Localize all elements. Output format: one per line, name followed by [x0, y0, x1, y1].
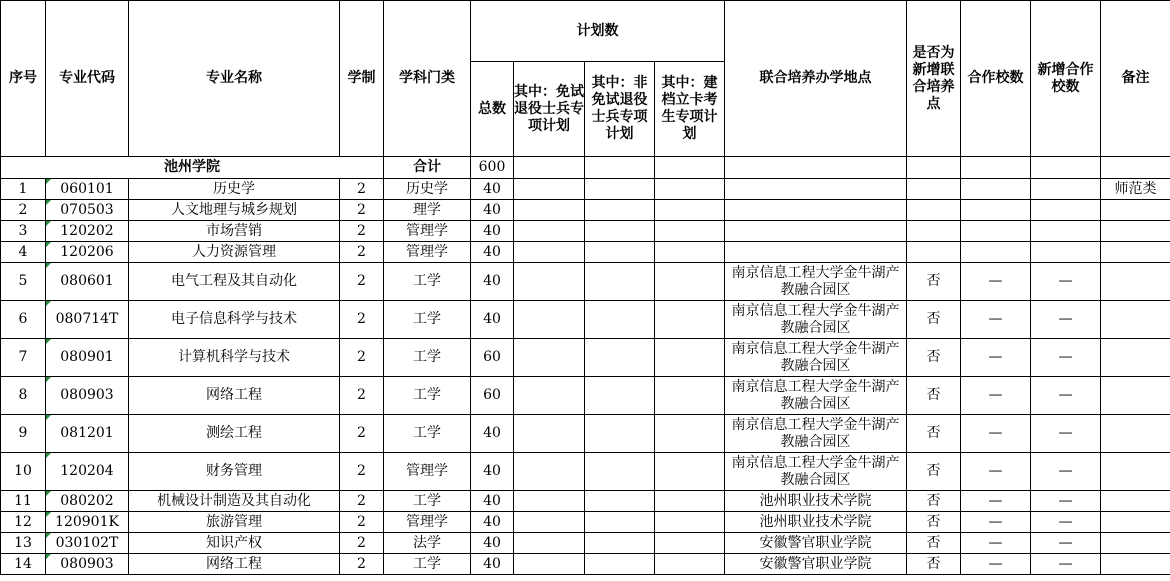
cell-duration: 2	[340, 221, 384, 242]
cell-partners	[961, 242, 1031, 263]
cell-remark	[1101, 221, 1170, 242]
cell-total: 40	[471, 179, 514, 200]
cell-remark	[1101, 301, 1170, 339]
cell-remark	[1101, 512, 1170, 533]
cell-new-partners: —	[1031, 377, 1101, 415]
cell-code: 080903	[46, 554, 129, 575]
cell-code: 080903	[46, 377, 129, 415]
cell-seq: 1	[1, 179, 46, 200]
cell-discipline: 法学	[384, 533, 471, 554]
cell-duration: 2	[340, 453, 384, 491]
header-nonexempt: 其中：非免试退役士兵专项计划	[585, 62, 655, 157]
cell-duration: 2	[340, 179, 384, 200]
cell-remark	[1101, 339, 1170, 377]
cell-code: 120901K	[46, 512, 129, 533]
cell-duration: 2	[340, 301, 384, 339]
cell-remark: 师范类	[1101, 179, 1170, 200]
cell-seq: 9	[1, 415, 46, 453]
cell-name: 旅游管理	[129, 512, 340, 533]
table-row	[1, 179, 1170, 200]
cell-new-partners: —	[1031, 512, 1101, 533]
cell-location	[725, 242, 907, 263]
cell-remark	[1101, 453, 1170, 491]
header-name: 专业名称	[129, 1, 340, 157]
cell-duration: 2	[340, 491, 384, 512]
header-duration: 学制	[340, 1, 384, 157]
cell-partners: —	[961, 533, 1031, 554]
cell-total: 40	[471, 491, 514, 512]
cell-new-joint	[907, 179, 961, 200]
cell-partners: —	[961, 491, 1031, 512]
cell-duration: 2	[340, 415, 384, 453]
cell-code: 030102T	[46, 533, 129, 554]
cell-partners: —	[961, 301, 1031, 339]
cell-new-joint: 否	[907, 415, 961, 453]
cell-new-joint	[907, 242, 961, 263]
cell-discipline: 管理学	[384, 512, 471, 533]
cell-discipline: 管理学	[384, 221, 471, 242]
cell-discipline: 历史学	[384, 179, 471, 200]
cell-new-joint: 否	[907, 377, 961, 415]
cell-new-joint: 否	[907, 339, 961, 377]
cell-seq: 8	[1, 377, 46, 415]
cell-total: 40	[471, 263, 514, 301]
table-row	[1, 263, 1170, 301]
total-label: 合计	[384, 157, 471, 179]
cell-duration: 2	[340, 242, 384, 263]
cell-discipline: 工学	[384, 377, 471, 415]
cell-new-joint: 否	[907, 301, 961, 339]
cell-partners: —	[961, 512, 1031, 533]
cell-code: 120202	[46, 221, 129, 242]
cell-total: 40	[471, 453, 514, 491]
cell-remark	[1101, 200, 1170, 221]
cell-location: 南京信息工程大学金牛湖产教融合园区	[725, 301, 907, 339]
cell-location: 南京信息工程大学金牛湖产教融合园区	[725, 453, 907, 491]
cell-remark	[1101, 263, 1170, 301]
cell-total: 40	[471, 415, 514, 453]
cell-new-partners: —	[1031, 491, 1101, 512]
cell-partners: —	[961, 377, 1031, 415]
cell-partners: —	[961, 339, 1031, 377]
cell-name: 机械设计制造及其自动化	[129, 491, 340, 512]
cell-new-joint: 否	[907, 453, 961, 491]
cell-discipline: 工学	[384, 263, 471, 301]
cell-location: 南京信息工程大学金牛湖产教融合园区	[725, 339, 907, 377]
header-partners: 合作校数	[961, 1, 1031, 157]
cell-total: 40	[471, 221, 514, 242]
cell-remark	[1101, 242, 1170, 263]
cell-total: 40	[471, 512, 514, 533]
cell-new-partners	[1031, 179, 1101, 200]
cell-seq: 14	[1, 554, 46, 575]
cell-remark	[1101, 554, 1170, 575]
cell-code: 080202	[46, 491, 129, 512]
table-row	[1, 200, 1170, 221]
header-location: 联合培养办学地点	[725, 1, 907, 157]
header-new-joint: 是否为新增联合培养点	[907, 1, 961, 157]
table-row	[1, 242, 1170, 263]
cell-remark	[1101, 491, 1170, 512]
cell-code: 081201	[46, 415, 129, 453]
cell-location: 南京信息工程大学金牛湖产教融合园区	[725, 415, 907, 453]
cell-new-joint: 否	[907, 512, 961, 533]
cell-remark	[1101, 533, 1170, 554]
cell-name: 测绘工程	[129, 415, 340, 453]
cell-new-joint: 否	[907, 533, 961, 554]
cell-duration: 2	[340, 200, 384, 221]
cell-seq: 4	[1, 242, 46, 263]
header-code: 专业代码	[46, 1, 129, 157]
cell-discipline: 工学	[384, 554, 471, 575]
cell-discipline: 管理学	[384, 242, 471, 263]
cell-partners: —	[961, 453, 1031, 491]
cell-total: 40	[471, 242, 514, 263]
cell-name: 网络工程	[129, 554, 340, 575]
header-seq: 序号	[1, 1, 46, 157]
table-row	[1, 221, 1170, 242]
cell-discipline: 管理学	[384, 453, 471, 491]
cell-name: 网络工程	[129, 377, 340, 415]
cell-code: 080714T	[46, 301, 129, 339]
cell-seq: 5	[1, 263, 46, 301]
cell-new-joint	[907, 200, 961, 221]
cell-discipline: 工学	[384, 339, 471, 377]
cell-location: 池州职业技术学院	[725, 512, 907, 533]
cell-name: 人文地理与城乡规划	[129, 200, 340, 221]
cell-total: 40	[471, 301, 514, 339]
cell-partners	[961, 221, 1031, 242]
header-new-partners: 新增合作校数	[1031, 1, 1101, 157]
cell-name: 市场营销	[129, 221, 340, 242]
cell-seq: 2	[1, 200, 46, 221]
cell-remark	[1101, 377, 1170, 415]
cell-code: 060101	[46, 179, 129, 200]
cell-partners: —	[961, 263, 1031, 301]
cell-location	[725, 179, 907, 200]
header-archived: 其中：建档立卡考生专项计划	[655, 62, 725, 157]
cell-total: 40	[471, 533, 514, 554]
cell-total: 60	[471, 377, 514, 415]
header-discipline: 学科门类	[384, 1, 471, 157]
cell-new-partners: —	[1031, 263, 1101, 301]
cell-location: 南京信息工程大学金牛湖产教融合园区	[725, 263, 907, 301]
cell-location	[725, 200, 907, 221]
cell-location: 安徽警官职业学院	[725, 533, 907, 554]
cell-discipline: 工学	[384, 415, 471, 453]
cell-name: 人力资源管理	[129, 242, 340, 263]
summary-row	[1, 157, 1170, 179]
cell-total: 40	[471, 554, 514, 575]
total-value: 600	[471, 157, 514, 179]
cell-remark	[1101, 415, 1170, 453]
cell-duration: 2	[340, 377, 384, 415]
table-row	[1, 491, 1170, 512]
table-row	[1, 554, 1170, 575]
header-plan: 计划数	[471, 1, 725, 62]
cell-new-joint: 否	[907, 491, 961, 512]
cell-duration: 2	[340, 554, 384, 575]
cell-location	[725, 221, 907, 242]
cell-location: 南京信息工程大学金牛湖产教融合园区	[725, 377, 907, 415]
cell-total: 60	[471, 339, 514, 377]
table-row	[1, 301, 1170, 339]
table-row	[1, 339, 1170, 377]
cell-seq: 12	[1, 512, 46, 533]
cell-discipline: 工学	[384, 301, 471, 339]
cell-new-partners: —	[1031, 339, 1101, 377]
cell-new-partners: —	[1031, 453, 1101, 491]
cell-discipline: 理学	[384, 200, 471, 221]
cell-seq: 7	[1, 339, 46, 377]
cell-code: 080901	[46, 339, 129, 377]
cell-location: 安徽警官职业学院	[725, 554, 907, 575]
cell-duration: 2	[340, 339, 384, 377]
cell-name: 计算机科学与技术	[129, 339, 340, 377]
cell-new-partners	[1031, 242, 1101, 263]
table-row	[1, 512, 1170, 533]
cell-partners	[961, 200, 1031, 221]
table-row	[1, 415, 1170, 453]
table-row	[1, 377, 1170, 415]
cell-partners	[961, 179, 1031, 200]
cell-new-partners	[1031, 200, 1101, 221]
cell-new-partners: —	[1031, 554, 1101, 575]
cell-discipline: 工学	[384, 491, 471, 512]
cell-partners: —	[961, 415, 1031, 453]
cell-duration: 2	[340, 533, 384, 554]
school-name: 池州学院	[1, 157, 384, 179]
header-remark: 备注	[1101, 1, 1170, 157]
cell-seq: 13	[1, 533, 46, 554]
table-row	[1, 453, 1170, 491]
cell-new-joint: 否	[907, 554, 961, 575]
cell-seq: 10	[1, 453, 46, 491]
cell-name: 财务管理	[129, 453, 340, 491]
cell-code: 120206	[46, 242, 129, 263]
cell-name: 电气工程及其自动化	[129, 263, 340, 301]
cell-duration: 2	[340, 263, 384, 301]
cell-code: 070503	[46, 200, 129, 221]
cell-new-partners: —	[1031, 533, 1101, 554]
header-exempt: 其中：免试退役士兵专项计划	[514, 62, 585, 157]
table-row	[1, 533, 1170, 554]
cell-seq: 3	[1, 221, 46, 242]
cell-new-partners: —	[1031, 301, 1101, 339]
header-total: 总数	[471, 62, 514, 157]
cell-new-partners: —	[1031, 415, 1101, 453]
cell-code: 080601	[46, 263, 129, 301]
cell-name: 知识产权	[129, 533, 340, 554]
cell-new-joint	[907, 221, 961, 242]
cell-new-joint: 否	[907, 263, 961, 301]
cell-code: 120204	[46, 453, 129, 491]
cell-name: 历史学	[129, 179, 340, 200]
cell-name: 电子信息科学与技术	[129, 301, 340, 339]
cell-seq: 6	[1, 301, 46, 339]
cell-new-partners	[1031, 221, 1101, 242]
cell-location: 池州职业技术学院	[725, 491, 907, 512]
cell-duration: 2	[340, 512, 384, 533]
cell-partners: —	[961, 554, 1031, 575]
cell-seq: 11	[1, 491, 46, 512]
cell-total: 40	[471, 200, 514, 221]
